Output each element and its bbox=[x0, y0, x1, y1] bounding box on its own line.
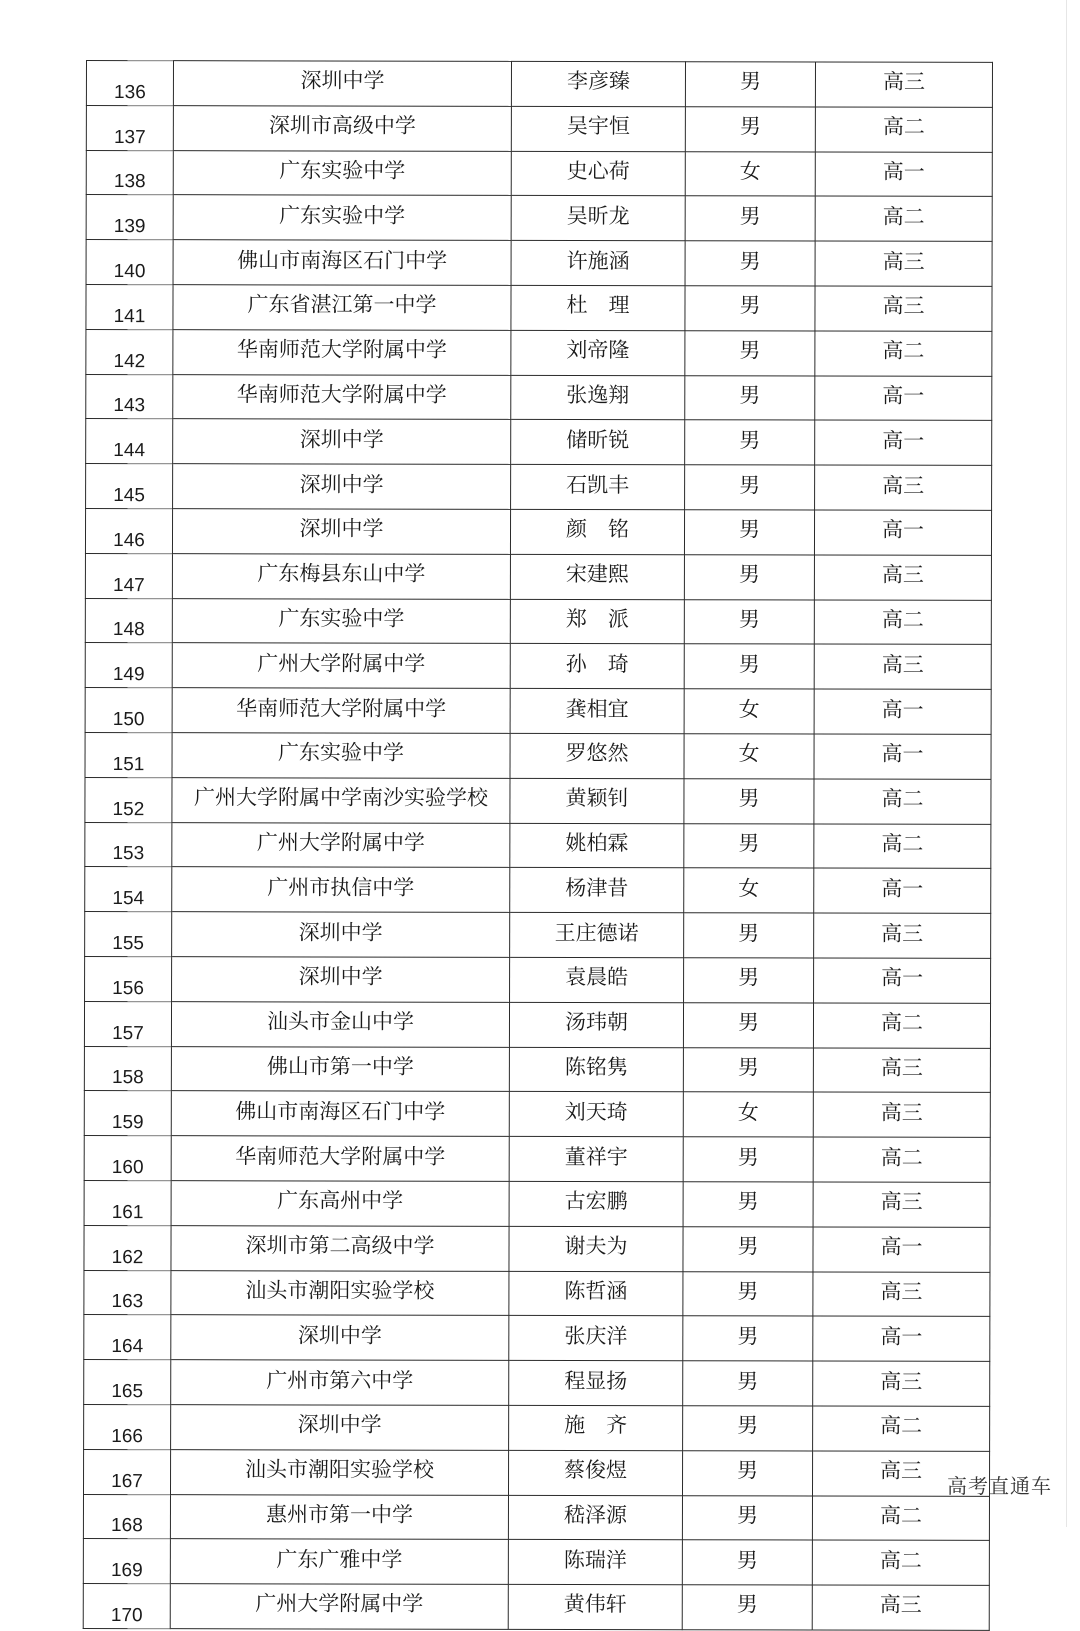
student-grade: 高三 bbox=[813, 1361, 990, 1406]
table-row bbox=[86, 329, 992, 376]
row-number: 165 bbox=[84, 1360, 171, 1405]
table-row bbox=[86, 240, 992, 287]
student-name: 史心荷 bbox=[511, 151, 685, 196]
table-row bbox=[85, 688, 991, 735]
student-grade: 高一 bbox=[813, 1316, 990, 1361]
student-grade: 高三 bbox=[813, 1182, 990, 1227]
student-grade: 高二 bbox=[814, 824, 991, 869]
student-gender: 男 bbox=[683, 1316, 813, 1361]
school-name: 汕头市潮阳实验学校 bbox=[171, 1270, 509, 1316]
student-name: 程显扬 bbox=[509, 1360, 683, 1405]
table-row bbox=[84, 1270, 990, 1317]
row-number: 142 bbox=[86, 329, 173, 374]
table-row bbox=[84, 1001, 990, 1048]
student-gender: 男 bbox=[684, 779, 814, 824]
school-name: 汕头市潮阳实验学校 bbox=[170, 1449, 508, 1495]
table-row bbox=[86, 284, 992, 331]
student-gender: 男 bbox=[684, 599, 814, 644]
school-name: 深圳中学 bbox=[171, 1405, 509, 1451]
table-row bbox=[84, 1360, 990, 1407]
row-number: 154 bbox=[85, 867, 172, 912]
row-number: 147 bbox=[85, 553, 172, 598]
student-gender: 男 bbox=[683, 1406, 813, 1451]
school-name: 广东实验中学 bbox=[173, 195, 511, 241]
row-number: 159 bbox=[84, 1091, 171, 1136]
student-gender: 男 bbox=[683, 1137, 813, 1182]
table-row bbox=[84, 1046, 990, 1093]
school-name: 广东省湛江第一中学 bbox=[173, 285, 511, 331]
school-name: 广东高州中学 bbox=[171, 1181, 509, 1227]
student-grade: 高一 bbox=[815, 376, 992, 421]
student-grade: 高三 bbox=[813, 1092, 990, 1137]
student-grade: 高二 bbox=[813, 1406, 990, 1451]
table-row bbox=[84, 1225, 990, 1272]
table-row bbox=[86, 374, 992, 421]
school-name: 深圳中学 bbox=[173, 61, 511, 107]
student-grade: 高二 bbox=[814, 600, 991, 645]
student-gender: 男 bbox=[682, 1585, 812, 1630]
row-number: 166 bbox=[84, 1404, 171, 1449]
table-row bbox=[85, 956, 991, 1003]
student-name: 杜 理 bbox=[511, 285, 685, 330]
student-name: 罗悠然 bbox=[510, 733, 684, 778]
school-name: 广东实验中学 bbox=[173, 150, 511, 196]
student-name: 宋建熙 bbox=[510, 554, 684, 599]
student-gender: 女 bbox=[683, 1092, 813, 1137]
student-grade: 高一 bbox=[814, 734, 991, 779]
student-name: 储昕锐 bbox=[511, 420, 685, 465]
student-name: 蔡俊煜 bbox=[508, 1450, 682, 1495]
row-number: 148 bbox=[85, 598, 172, 643]
row-number: 168 bbox=[83, 1494, 170, 1539]
student-gender: 男 bbox=[685, 465, 815, 510]
row-number: 140 bbox=[86, 240, 173, 285]
table-row bbox=[85, 867, 991, 914]
table-row bbox=[84, 1136, 990, 1183]
row-number: 145 bbox=[86, 464, 173, 509]
table-row bbox=[84, 1180, 990, 1227]
student-gender: 男 bbox=[684, 510, 814, 555]
watermark-text: 高考直通车 bbox=[947, 1474, 1052, 1498]
student-name: 袁晨皓 bbox=[510, 957, 684, 1002]
student-name: 施 齐 bbox=[509, 1405, 683, 1450]
student-gender: 男 bbox=[685, 107, 815, 152]
row-number: 157 bbox=[84, 1001, 171, 1046]
student-grade: 高三 bbox=[814, 555, 991, 600]
student-grade: 高二 bbox=[815, 331, 992, 376]
student-name: 谢夫为 bbox=[509, 1226, 683, 1271]
row-number: 169 bbox=[83, 1539, 170, 1584]
student-gender: 男 bbox=[683, 1182, 813, 1227]
school-name: 广州大学附属中学 bbox=[172, 643, 510, 689]
row-number: 138 bbox=[86, 150, 173, 195]
student-grade: 高一 bbox=[814, 868, 991, 913]
student-gender: 男 bbox=[682, 1495, 812, 1540]
student-gender: 男 bbox=[683, 1047, 813, 1092]
table-row bbox=[85, 508, 991, 555]
student-grade: 高一 bbox=[814, 510, 991, 555]
student-name: 张庆洋 bbox=[509, 1316, 683, 1361]
student-gender: 男 bbox=[682, 1450, 812, 1495]
student-gender: 女 bbox=[684, 868, 814, 913]
student-gender: 女 bbox=[684, 734, 814, 779]
row-number: 158 bbox=[84, 1046, 171, 1091]
student-grade: 高三 bbox=[813, 1272, 990, 1317]
row-number: 151 bbox=[85, 732, 172, 777]
student-name: 许施涵 bbox=[511, 241, 685, 286]
table-row bbox=[85, 553, 991, 600]
table-row bbox=[85, 732, 991, 779]
student-name: 董祥宇 bbox=[509, 1137, 683, 1182]
table-row bbox=[86, 464, 992, 511]
school-name: 华南师范大学附属中学 bbox=[172, 688, 510, 734]
school-name: 华南师范大学附属中学 bbox=[173, 329, 511, 375]
school-name: 深圳中学 bbox=[173, 464, 511, 510]
student-name: 吴昕龙 bbox=[511, 196, 685, 241]
row-number: 137 bbox=[86, 105, 173, 150]
table-row bbox=[85, 643, 991, 690]
row-number: 164 bbox=[84, 1315, 171, 1360]
student-name: 郑 派 bbox=[510, 599, 684, 644]
student-grade: 高三 bbox=[814, 913, 991, 958]
student-grade: 高二 bbox=[814, 779, 991, 824]
student-grade: 高一 bbox=[815, 420, 992, 465]
student-name: 王庄德诺 bbox=[510, 913, 684, 958]
student-grade: 高二 bbox=[812, 1540, 989, 1585]
row-number: 152 bbox=[85, 777, 172, 822]
row-number: 167 bbox=[83, 1449, 170, 1494]
student-name: 杨津昔 bbox=[510, 868, 684, 913]
student-gender: 男 bbox=[685, 420, 815, 465]
school-name: 广东广雅中学 bbox=[170, 1539, 508, 1585]
row-number: 139 bbox=[86, 195, 173, 240]
row-number: 163 bbox=[84, 1270, 171, 1315]
student-name: 李彦臻 bbox=[511, 61, 685, 106]
table-row bbox=[86, 419, 992, 466]
student-name: 颜 铭 bbox=[510, 509, 684, 554]
school-name: 佛山市第一中学 bbox=[171, 1046, 509, 1092]
table-row bbox=[85, 598, 991, 645]
school-name: 深圳中学 bbox=[172, 912, 510, 958]
school-name: 佛山市南海区石门中学 bbox=[171, 1091, 509, 1137]
student-gender: 男 bbox=[685, 196, 815, 241]
table-row bbox=[83, 1539, 989, 1586]
school-name: 深圳市高级中学 bbox=[173, 105, 511, 151]
student-grade: 高三 bbox=[814, 644, 991, 689]
table-row bbox=[86, 150, 992, 197]
roster-body bbox=[83, 61, 992, 1631]
student-gender: 男 bbox=[685, 331, 815, 376]
school-name: 深圳市第二高级中学 bbox=[171, 1225, 509, 1271]
row-number: 141 bbox=[86, 284, 173, 329]
student-grade: 高二 bbox=[812, 1496, 989, 1541]
school-name: 广东梅县东山中学 bbox=[172, 553, 510, 599]
table-row bbox=[86, 105, 992, 152]
school-name: 惠州市第一中学 bbox=[170, 1494, 508, 1540]
student-grade: 高三 bbox=[812, 1451, 989, 1496]
school-name: 广州市执信中学 bbox=[172, 867, 510, 913]
student-grade: 高三 bbox=[815, 286, 992, 331]
student-grade: 高二 bbox=[815, 196, 992, 241]
school-name: 广州大学附属中学南沙实验学校 bbox=[172, 777, 510, 823]
student-name: 黄伟轩 bbox=[508, 1584, 682, 1629]
school-name: 广州大学附属中学 bbox=[170, 1584, 508, 1630]
student-gender: 男 bbox=[685, 241, 815, 286]
row-number: 144 bbox=[86, 419, 173, 464]
row-number: 146 bbox=[85, 508, 172, 553]
row-number: 155 bbox=[85, 912, 172, 957]
student-name: 陈铭隽 bbox=[509, 1047, 683, 1092]
student-grade: 高二 bbox=[815, 107, 992, 152]
student-gender: 男 bbox=[684, 913, 814, 958]
row-number: 170 bbox=[83, 1584, 170, 1629]
student-name: 嵇泽源 bbox=[508, 1495, 682, 1540]
table-row bbox=[85, 822, 991, 869]
student-name: 刘天琦 bbox=[509, 1092, 683, 1137]
student-gender: 男 bbox=[683, 1002, 813, 1047]
student-grade: 高三 bbox=[815, 465, 992, 510]
student-name: 石凯丰 bbox=[511, 465, 685, 510]
school-name: 广州大学附属中学 bbox=[172, 822, 510, 868]
school-name: 广东实验中学 bbox=[172, 733, 510, 779]
row-number: 161 bbox=[84, 1180, 171, 1225]
student-gender: 男 bbox=[685, 375, 815, 420]
table-row bbox=[83, 1584, 989, 1631]
table-row bbox=[83, 1449, 989, 1496]
student-roster-table bbox=[83, 60, 993, 1631]
school-name: 华南师范大学附属中学 bbox=[173, 374, 511, 420]
school-name: 深圳中学 bbox=[172, 957, 510, 1003]
table-row bbox=[85, 777, 991, 824]
student-grade: 高一 bbox=[815, 152, 992, 197]
student-name: 黄颖钊 bbox=[510, 778, 684, 823]
student-gender: 男 bbox=[684, 823, 814, 868]
row-number: 149 bbox=[85, 643, 172, 688]
school-name: 汕头市金山中学 bbox=[171, 1001, 509, 1047]
row-number: 162 bbox=[84, 1225, 171, 1270]
row-number: 143 bbox=[86, 374, 173, 419]
table-row bbox=[84, 1091, 990, 1138]
table-row bbox=[84, 1404, 990, 1451]
table-row bbox=[83, 1494, 989, 1541]
row-number: 160 bbox=[84, 1136, 171, 1181]
student-grade: 高二 bbox=[813, 1137, 990, 1182]
student-gender: 女 bbox=[684, 689, 814, 734]
student-name: 汤玮朝 bbox=[509, 1002, 683, 1047]
student-grade: 高一 bbox=[813, 1227, 990, 1272]
student-grade: 高一 bbox=[814, 689, 991, 734]
table-row bbox=[86, 61, 992, 108]
table-row bbox=[86, 195, 992, 242]
student-name: 龚相宜 bbox=[510, 689, 684, 734]
student-gender: 女 bbox=[685, 151, 815, 196]
student-gender: 男 bbox=[682, 1540, 812, 1585]
student-name: 陈瑞洋 bbox=[508, 1540, 682, 1585]
student-gender: 男 bbox=[685, 286, 815, 331]
student-name: 陈哲涵 bbox=[509, 1271, 683, 1316]
student-gender: 男 bbox=[684, 555, 814, 600]
student-gender: 男 bbox=[684, 958, 814, 1003]
student-grade: 高三 bbox=[815, 62, 992, 107]
row-number: 153 bbox=[85, 822, 172, 867]
student-grade: 高三 bbox=[815, 241, 992, 286]
table-row bbox=[85, 912, 991, 959]
student-gender: 男 bbox=[685, 62, 815, 107]
school-name: 深圳中学 bbox=[173, 419, 511, 465]
student-name: 刘帝隆 bbox=[511, 330, 685, 375]
school-name: 深圳中学 bbox=[172, 509, 510, 555]
student-name: 吴宇恒 bbox=[511, 106, 685, 151]
school-name: 华南师范大学附属中学 bbox=[171, 1136, 509, 1182]
student-grade: 高一 bbox=[814, 958, 991, 1003]
student-gender: 男 bbox=[683, 1226, 813, 1271]
row-number: 136 bbox=[86, 61, 173, 106]
student-name: 张逸翔 bbox=[511, 375, 685, 420]
student-grade: 高三 bbox=[812, 1585, 989, 1630]
table-row bbox=[84, 1315, 990, 1362]
student-grade: 高二 bbox=[813, 1003, 990, 1048]
student-name: 姚柏霖 bbox=[510, 823, 684, 868]
school-name: 广东实验中学 bbox=[172, 598, 510, 644]
student-name: 古宏鹏 bbox=[509, 1181, 683, 1226]
row-number: 150 bbox=[85, 688, 172, 733]
student-gender: 男 bbox=[684, 644, 814, 689]
student-name: 孙 琦 bbox=[510, 644, 684, 689]
row-number: 156 bbox=[85, 956, 172, 1001]
student-grade: 高三 bbox=[813, 1048, 990, 1093]
school-name: 佛山市南海区石门中学 bbox=[173, 240, 511, 286]
student-gender: 男 bbox=[683, 1271, 813, 1316]
student-gender: 男 bbox=[683, 1361, 813, 1406]
school-name: 广州市第六中学 bbox=[171, 1360, 509, 1406]
school-name: 深圳中学 bbox=[171, 1315, 509, 1361]
